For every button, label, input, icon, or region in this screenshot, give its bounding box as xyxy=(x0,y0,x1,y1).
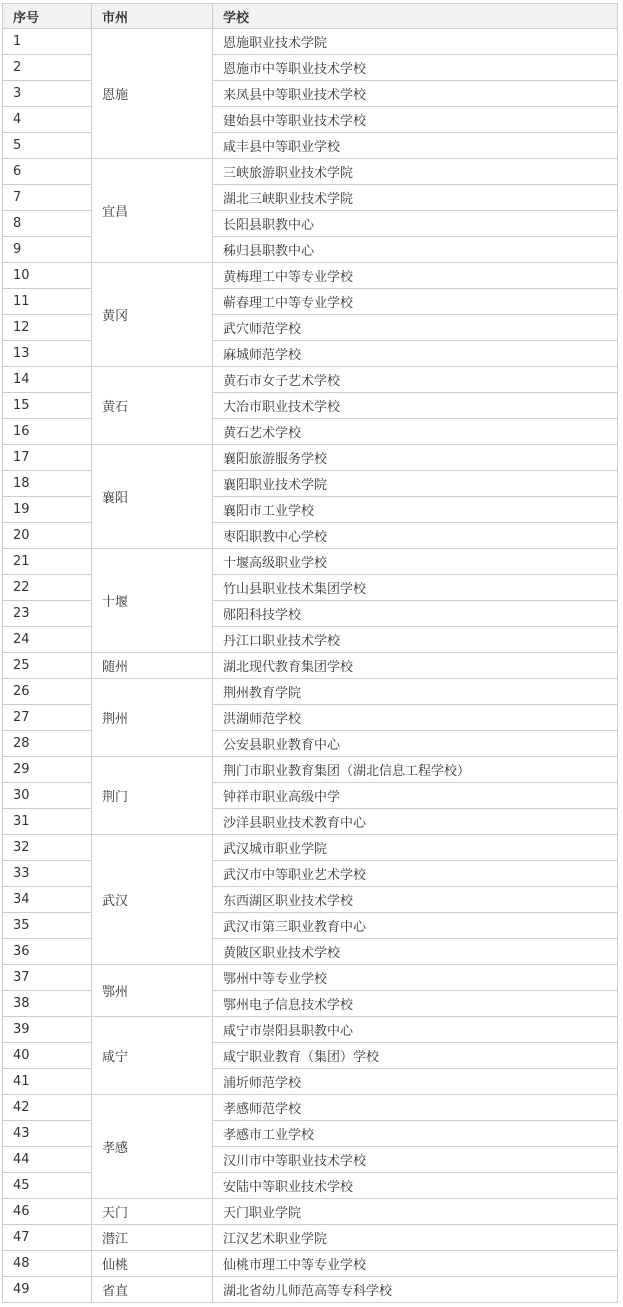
table-row xyxy=(3,1277,618,1303)
table-row xyxy=(3,29,618,55)
row-index-cell: 1 xyxy=(3,29,92,55)
row-index-cell: 17 xyxy=(3,445,92,471)
school-cell: 黄陂区职业技术学校 xyxy=(213,939,618,965)
school-cell: 来凤县中等职业技术学校 xyxy=(213,81,618,107)
table-row xyxy=(3,549,618,575)
school-cell: 安陆中等职业技术学校 xyxy=(213,1173,618,1199)
school-cell: 鄂州电子信息技术学校 xyxy=(213,991,618,1017)
school-cell: 鄂州中等专业学校 xyxy=(213,965,618,991)
school-cell: 湖北现代教育集团学校 xyxy=(213,653,618,679)
school-cell: 荆州教育学院 xyxy=(213,679,618,705)
row-index-cell: 35 xyxy=(3,913,92,939)
row-index-cell: 38 xyxy=(3,991,92,1017)
header-row xyxy=(3,4,618,29)
school-cell: 沙洋县职业技术教育中心 xyxy=(213,809,618,835)
school-cell: 武汉市第三职业教育中心 xyxy=(213,913,618,939)
row-index-cell: 22 xyxy=(3,575,92,601)
school-cell: 咸丰县中等职业学校 xyxy=(213,133,618,159)
row-index-cell: 39 xyxy=(3,1017,92,1043)
row-index-cell: 10 xyxy=(3,263,92,289)
header-city: 市州 xyxy=(92,4,213,29)
city-cell: 恩施 xyxy=(92,29,213,159)
row-index-cell: 25 xyxy=(3,653,92,679)
school-cell: 蕲春理工中等专业学校 xyxy=(213,289,618,315)
row-index-cell: 16 xyxy=(3,419,92,445)
row-index-cell: 11 xyxy=(3,289,92,315)
row-index-cell: 5 xyxy=(3,133,92,159)
school-cell: 武穴师范学校 xyxy=(213,315,618,341)
school-cell: 仙桃市理工中等专业学校 xyxy=(213,1251,618,1277)
school-cell: 咸宁市崇阳县职教中心 xyxy=(213,1017,618,1043)
school-cell: 东西湖区职业技术学校 xyxy=(213,887,618,913)
row-index-cell: 15 xyxy=(3,393,92,419)
school-cell: 黄石市女子艺术学校 xyxy=(213,367,618,393)
table-row xyxy=(3,835,618,861)
school-cell: 钟祥市职业高级中学 xyxy=(213,783,618,809)
city-cell: 鄂州 xyxy=(92,965,213,1017)
row-index-cell: 23 xyxy=(3,601,92,627)
school-cell: 洪湖师范学校 xyxy=(213,705,618,731)
row-index-cell: 33 xyxy=(3,861,92,887)
row-index-cell: 14 xyxy=(3,367,92,393)
school-cell: 公安县职业教育中心 xyxy=(213,731,618,757)
row-index-cell: 30 xyxy=(3,783,92,809)
table-body xyxy=(3,29,618,1303)
school-cell: 黄石艺术学校 xyxy=(213,419,618,445)
row-index-cell: 9 xyxy=(3,237,92,263)
school-cell: 汉川市中等职业技术学校 xyxy=(213,1147,618,1173)
table-row xyxy=(3,1251,618,1277)
row-index-cell: 13 xyxy=(3,341,92,367)
row-index-cell: 37 xyxy=(3,965,92,991)
school-cell: 长阳县职教中心 xyxy=(213,211,618,237)
city-cell: 武汉 xyxy=(92,835,213,965)
school-cell: 丹江口职业技术学校 xyxy=(213,627,618,653)
table-row xyxy=(3,1225,618,1251)
school-cell: 孝感市工业学校 xyxy=(213,1121,618,1147)
school-cell: 三峡旅游职业技术学院 xyxy=(213,159,618,185)
school-cell: 浦圻师范学校 xyxy=(213,1069,618,1095)
row-index-cell: 4 xyxy=(3,107,92,133)
row-index-cell: 40 xyxy=(3,1043,92,1069)
row-index-cell: 18 xyxy=(3,471,92,497)
city-cell: 十堰 xyxy=(92,549,213,653)
school-cell: 湖北三峡职业技术学院 xyxy=(213,185,618,211)
row-index-cell: 46 xyxy=(3,1199,92,1225)
row-index-cell: 32 xyxy=(3,835,92,861)
table-row xyxy=(3,1017,618,1043)
row-index-cell: 12 xyxy=(3,315,92,341)
school-cell: 武汉城市职业学院 xyxy=(213,835,618,861)
header-school: 学校 xyxy=(213,4,618,29)
school-cell: 咸宁职业教育（集团）学校 xyxy=(213,1043,618,1069)
table-row xyxy=(3,965,618,991)
school-cell: 荆门市职业教育集团（湖北信息工程学校） xyxy=(213,757,618,783)
city-cell: 天门 xyxy=(92,1199,213,1225)
row-index-cell: 8 xyxy=(3,211,92,237)
city-cell: 荆门 xyxy=(92,757,213,835)
city-cell: 咸宁 xyxy=(92,1017,213,1095)
school-cell: 大冶市职业技术学校 xyxy=(213,393,618,419)
row-index-cell: 26 xyxy=(3,679,92,705)
school-cell: 麻城师范学校 xyxy=(213,341,618,367)
row-index-cell: 49 xyxy=(3,1277,92,1303)
school-cell: 恩施职业技术学院 xyxy=(213,29,618,55)
school-cell: 郧阳科技学校 xyxy=(213,601,618,627)
school-cell: 襄阳旅游服务学校 xyxy=(213,445,618,471)
row-index-cell: 20 xyxy=(3,523,92,549)
row-index-cell: 29 xyxy=(3,757,92,783)
header-index: 序号 xyxy=(3,4,92,29)
row-index-cell: 43 xyxy=(3,1121,92,1147)
city-cell: 黄石 xyxy=(92,367,213,445)
row-index-cell: 41 xyxy=(3,1069,92,1095)
row-index-cell: 44 xyxy=(3,1147,92,1173)
school-cell: 武汉市中等职业艺术学校 xyxy=(213,861,618,887)
table-row xyxy=(3,445,618,471)
school-cell: 湖北省幼儿师范高等专科学校 xyxy=(213,1277,618,1303)
table-row xyxy=(3,263,618,289)
school-cell: 襄阳职业技术学院 xyxy=(213,471,618,497)
table-row xyxy=(3,653,618,679)
row-index-cell: 48 xyxy=(3,1251,92,1277)
city-cell: 省直 xyxy=(92,1277,213,1303)
row-index-cell: 24 xyxy=(3,627,92,653)
row-index-cell: 47 xyxy=(3,1225,92,1251)
school-cell: 枣阳职教中心学校 xyxy=(213,523,618,549)
table-row xyxy=(3,1095,618,1121)
table-row xyxy=(3,679,618,705)
schools-table xyxy=(2,3,618,1303)
city-cell: 黄冈 xyxy=(92,263,213,367)
row-index-cell: 21 xyxy=(3,549,92,575)
row-index-cell: 42 xyxy=(3,1095,92,1121)
school-cell: 恩施市中等职业技术学校 xyxy=(213,55,618,81)
school-cell: 天门职业学院 xyxy=(213,1199,618,1225)
table-row xyxy=(3,757,618,783)
school-cell: 竹山县职业技术集团学校 xyxy=(213,575,618,601)
city-cell: 宜昌 xyxy=(92,159,213,263)
table-row xyxy=(3,367,618,393)
row-index-cell: 36 xyxy=(3,939,92,965)
row-index-cell: 34 xyxy=(3,887,92,913)
city-cell: 襄阳 xyxy=(92,445,213,549)
row-index-cell: 45 xyxy=(3,1173,92,1199)
city-cell: 随州 xyxy=(92,653,213,679)
row-index-cell: 3 xyxy=(3,81,92,107)
table-row xyxy=(3,159,618,185)
school-cell: 江汉艺术职业学院 xyxy=(213,1225,618,1251)
row-index-cell: 27 xyxy=(3,705,92,731)
row-index-cell: 7 xyxy=(3,185,92,211)
row-index-cell: 6 xyxy=(3,159,92,185)
row-index-cell: 2 xyxy=(3,55,92,81)
city-cell: 仙桃 xyxy=(92,1251,213,1277)
school-cell: 孝感师范学校 xyxy=(213,1095,618,1121)
city-cell: 荆州 xyxy=(92,679,213,757)
city-cell: 潜江 xyxy=(92,1225,213,1251)
city-cell: 孝感 xyxy=(92,1095,213,1199)
row-index-cell: 28 xyxy=(3,731,92,757)
school-cell: 黄梅理工中等专业学校 xyxy=(213,263,618,289)
school-cell: 十堰高级职业学校 xyxy=(213,549,618,575)
row-index-cell: 19 xyxy=(3,497,92,523)
school-cell: 襄阳市工业学校 xyxy=(213,497,618,523)
row-index-cell: 31 xyxy=(3,809,92,835)
school-cell: 秭归县职教中心 xyxy=(213,237,618,263)
school-cell: 建始县中等职业技术学校 xyxy=(213,107,618,133)
table-row xyxy=(3,1199,618,1225)
